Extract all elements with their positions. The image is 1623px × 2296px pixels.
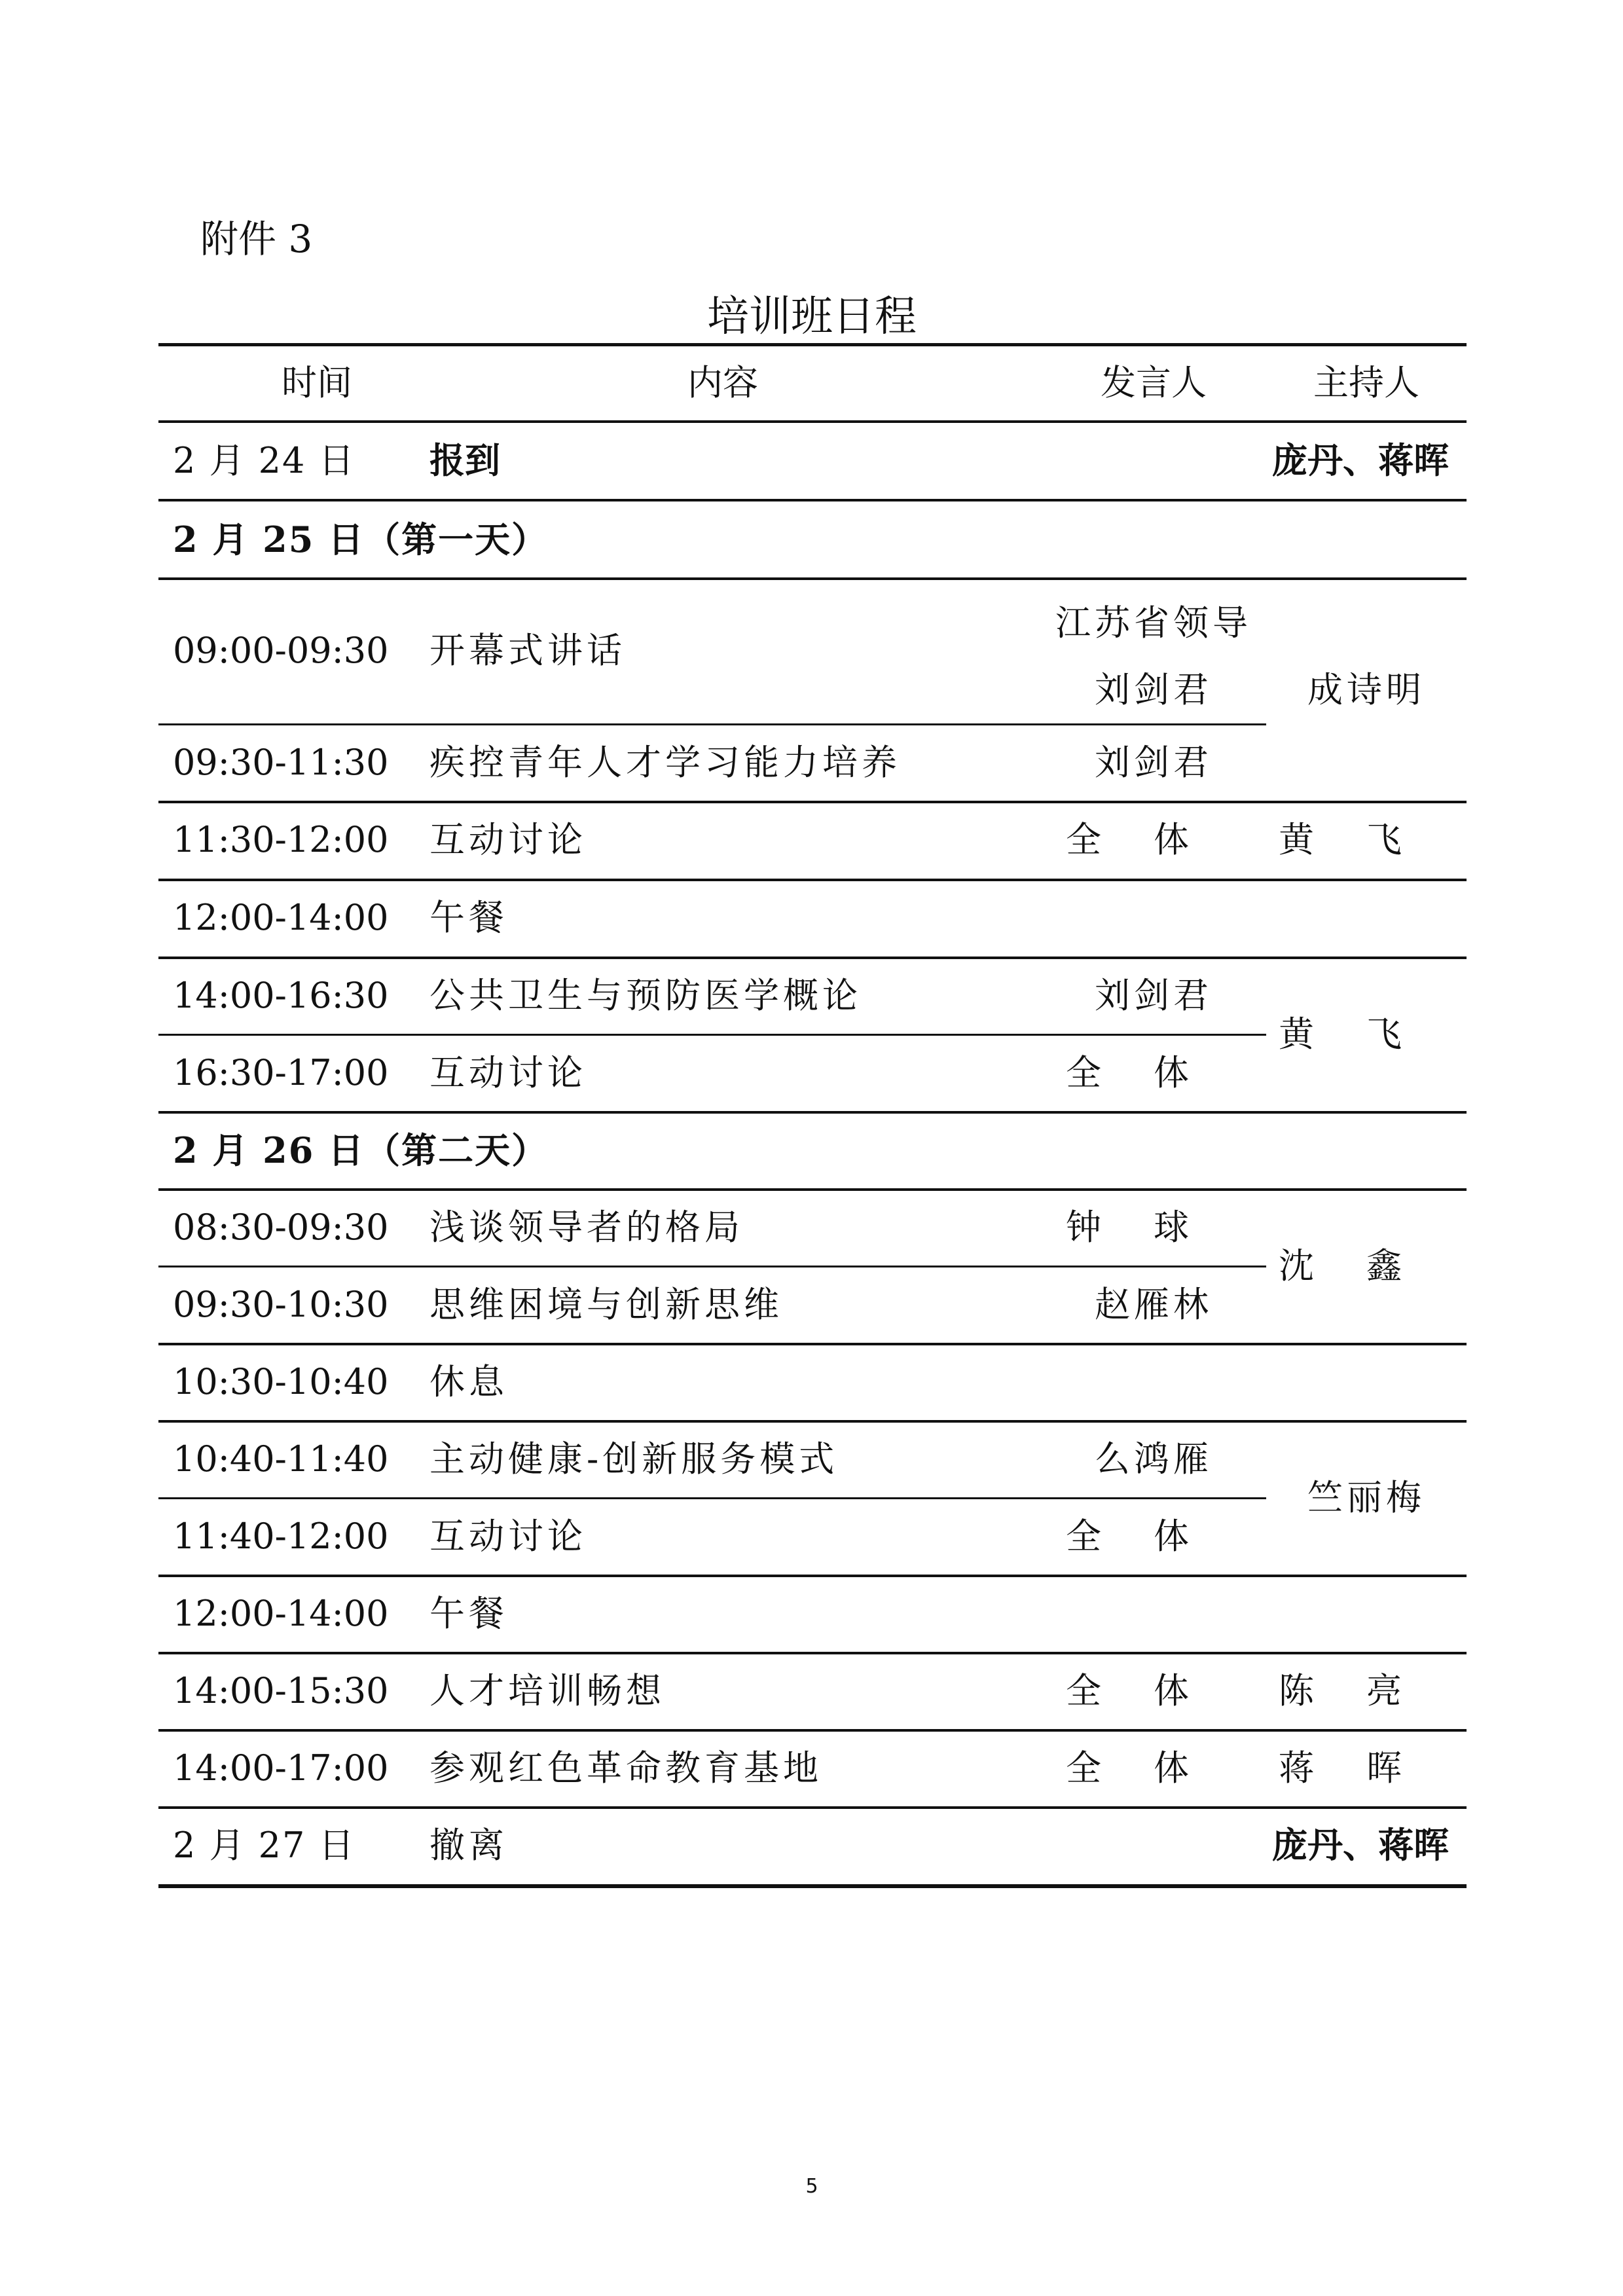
row-time: 10:30-10:40 <box>173 1361 389 1402</box>
row-speaker: 全体 <box>1066 1516 1241 1557</box>
page-title: 培训班日程 <box>707 293 917 341</box>
day-heading: 2 月 25 日（第一天） <box>173 519 549 560</box>
row-content: 互动讨论 <box>429 819 587 860</box>
row-speaker: 钟球 <box>1066 1207 1241 1248</box>
header-time: 时间 <box>282 362 352 403</box>
row-host: 沈鑫 <box>1279 1245 1454 1286</box>
row-content: 互动讨论 <box>429 1052 587 1093</box>
row-rule <box>158 420 1467 423</box>
row-rule <box>158 879 1467 881</box>
row-date: 2 月 27 日 <box>173 1825 356 1866</box>
row-content: 疾控青年人才学习能力培养 <box>429 742 901 783</box>
table-bottom-rule <box>158 1884 1467 1888</box>
row-rule <box>158 577 1467 580</box>
row-rule <box>158 801 1467 803</box>
row-host: 成诗明 <box>1307 669 1425 710</box>
row-host: 蒋晖 <box>1279 1747 1454 1789</box>
row-content: 思维困境与创新思维 <box>429 1284 783 1325</box>
row-speaker: 全体 <box>1066 1747 1241 1789</box>
table-top-rule <box>158 343 1467 346</box>
row-rule-partial <box>158 1266 1266 1267</box>
row-content: 午餐 <box>429 897 508 938</box>
row-content: 主动健康-创新服务模式 <box>429 1438 839 1480</box>
header-host: 主持人 <box>1313 362 1419 403</box>
row-speaker: 刘剑君 <box>1095 742 1213 783</box>
row-rule-partial <box>158 1497 1266 1499</box>
row-content: 参观红色革命教育基地 <box>429 1747 822 1789</box>
header-content: 内容 <box>687 362 758 403</box>
row-rule <box>158 1188 1467 1191</box>
row-content: 撤离 <box>429 1825 508 1866</box>
row-host: 陈亮 <box>1279 1670 1454 1711</box>
row-date: 2 月 24 日 <box>173 440 356 481</box>
row-content: 午餐 <box>429 1593 508 1634</box>
row-rule <box>158 499 1467 501</box>
row-rule <box>158 1420 1467 1423</box>
page-number: 5 <box>805 2175 818 2198</box>
row-rule <box>158 1111 1467 1114</box>
row-speaker: 赵雁林 <box>1095 1284 1213 1325</box>
row-speaker: 么鸿雁 <box>1095 1438 1213 1480</box>
row-host: 黄飞 <box>1279 819 1454 860</box>
row-speaker: 全体 <box>1066 819 1241 860</box>
row-rule <box>158 1652 1467 1654</box>
row-time: 14:00-15:30 <box>173 1670 389 1711</box>
row-content: 休息 <box>429 1361 508 1402</box>
row-time: 11:30-12:00 <box>173 819 389 860</box>
row-rule-partial <box>158 723 1266 725</box>
row-speaker: 全体 <box>1066 1670 1241 1711</box>
row-content: 开幕式讲话 <box>429 630 626 671</box>
row-speaker: 江苏省领导 <box>1055 602 1252 644</box>
row-rule <box>158 1575 1467 1577</box>
row-time: 12:00-14:00 <box>173 897 389 938</box>
attachment-label: 附件 3 <box>200 217 313 261</box>
row-host: 庞丹、蒋晖 <box>1272 1825 1449 1866</box>
row-time: 10:40-11:40 <box>173 1438 389 1480</box>
row-rule <box>158 1729 1467 1732</box>
row-rule <box>158 1343 1467 1345</box>
row-rule <box>158 1806 1467 1809</box>
row-speaker: 全体 <box>1066 1052 1241 1093</box>
row-time: 08:30-09:30 <box>173 1207 389 1248</box>
row-time: 11:40-12:00 <box>173 1516 389 1557</box>
row-content: 浅谈领导者的格局 <box>429 1207 744 1248</box>
day-heading: 2 月 26 日（第二天） <box>173 1129 549 1171</box>
row-content: 报到 <box>429 440 500 481</box>
row-time: 14:00-17:00 <box>173 1747 389 1789</box>
row-time: 16:30-17:00 <box>173 1052 389 1093</box>
row-rule-partial <box>158 1034 1266 1036</box>
row-speaker: 刘剑君 <box>1095 975 1213 1016</box>
row-time: 09:30-10:30 <box>173 1284 389 1325</box>
row-time: 14:00-16:30 <box>173 975 389 1016</box>
row-host: 竺丽梅 <box>1307 1477 1425 1518</box>
row-content: 互动讨论 <box>429 1516 587 1557</box>
row-time: 12:00-14:00 <box>173 1593 389 1634</box>
row-time: 09:30-11:30 <box>173 742 389 783</box>
header-speaker: 发言人 <box>1101 362 1207 403</box>
row-time: 09:00-09:30 <box>173 630 389 671</box>
row-rule <box>158 957 1467 959</box>
row-host: 黄飞 <box>1279 1013 1454 1055</box>
row-speaker: 刘剑君 <box>1095 669 1213 710</box>
row-content: 人才培训畅想 <box>429 1670 665 1711</box>
row-host: 庞丹、蒋晖 <box>1272 440 1449 481</box>
row-content: 公共卫生与预防医学概论 <box>429 975 862 1016</box>
